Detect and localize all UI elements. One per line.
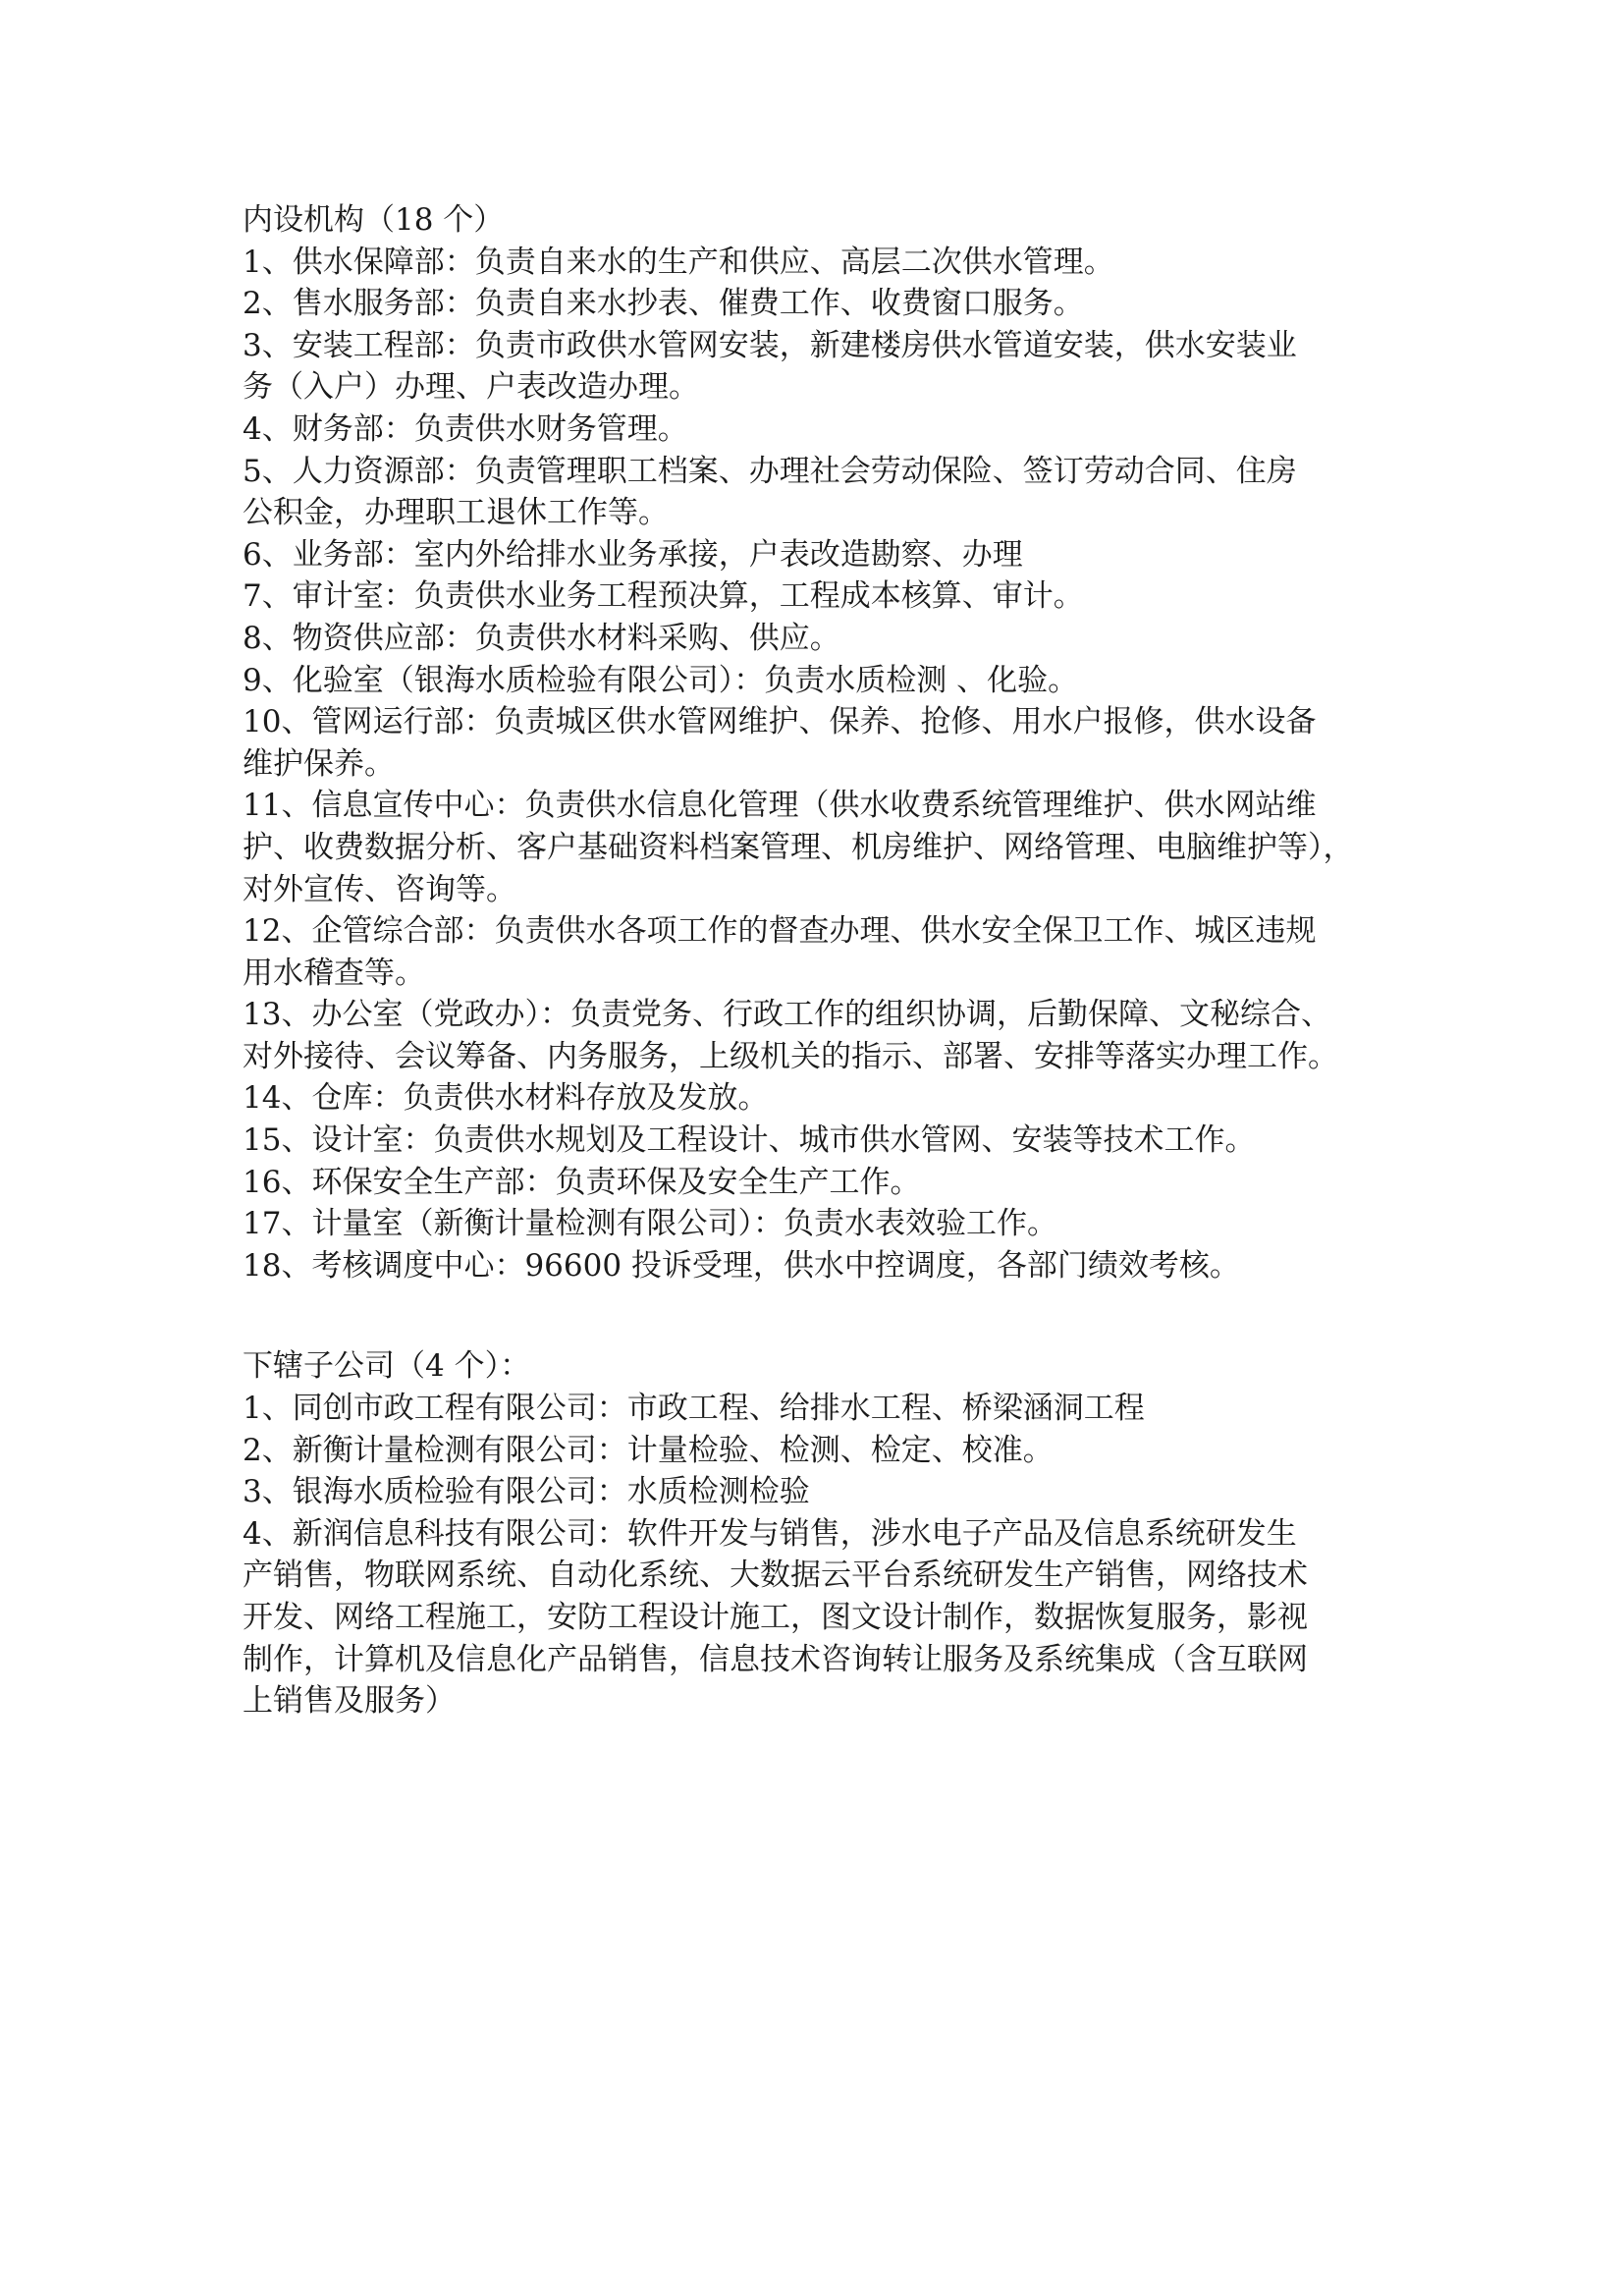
subsidiary-item-line: 开发、网络工程施工，安防工程设计施工，图文设计制作，数据恢复服务，影视 — [243, 1600, 1308, 1635]
department-item — [243, 575, 1381, 618]
subsidiaries-section — [243, 1345, 1381, 1722]
subsidiary-item-line: 2、新衡计量检测有限公司：计量检验、检测、检定、校准。 — [243, 1432, 1054, 1468]
department-item-line: 5、人力资源部：负责管理职工档案、办理社会劳动保险、签订劳动合同、住房 — [243, 453, 1297, 489]
subsidiaries-title: 下辖子公司（4 个）： — [243, 1348, 531, 1385]
department-item — [243, 409, 1381, 451]
department-item — [243, 701, 1381, 785]
department-item — [243, 534, 1381, 576]
department-item-line: 用水稽查等。 — [243, 955, 425, 991]
section-spacer — [243, 1286, 1381, 1345]
department-item-line: 6、业务部：室内外给排水业务承接，户表改造勘察、办理 — [243, 536, 1023, 573]
department-item — [243, 242, 1381, 284]
internal-departments-section — [243, 199, 1381, 1286]
department-item — [243, 785, 1381, 910]
department-item — [243, 618, 1381, 660]
department-item — [243, 451, 1381, 534]
subsidiary-item-line: 上销售及服务） — [243, 1683, 456, 1720]
department-item-line: 公积金，办理职工退休工作等。 — [243, 495, 669, 531]
document-body — [243, 199, 1381, 1722]
department-item-line: 1、供水保障部：负责自来水的生产和供应、高层二次供水管理。 — [243, 244, 1114, 280]
department-item — [243, 1120, 1381, 1162]
subsidiary-item-line: 1、同创市政工程有限公司：市政工程、给排水工程、桥梁涵洞工程 — [243, 1391, 1145, 1427]
department-item-line: 9、化验室（银海水质检验有限公司）：负责水质检测 、化验。 — [243, 662, 1079, 698]
department-item-line: 8、物资供应部：负责供水材料采购、供应。 — [243, 620, 840, 656]
department-item-line: 16、环保安全生产部：负责环保及安全生产工作。 — [243, 1164, 921, 1200]
department-item — [243, 283, 1381, 325]
department-item-line: 14、仓库：负责供水材料存放及发放。 — [243, 1080, 769, 1117]
department-item-line: 15、设计室：负责供水规划及工程设计、城市供水管网、安装等技术工作。 — [243, 1122, 1256, 1159]
department-item — [243, 1203, 1381, 1245]
subsidiary-item-line: 3、银海水质检验有限公司：水质检测检验 — [243, 1474, 810, 1510]
department-item — [243, 1077, 1381, 1120]
department-item — [243, 994, 1381, 1077]
department-item-line: 18、考核调度中心：96600 投诉受理，供水中控调度，各部门绩效考核。 — [243, 1247, 1240, 1284]
department-item — [243, 1162, 1381, 1204]
department-item-line: 护、收费数据分析、客户基础资料档案管理、机房维护、网络管理、电脑维护等）， — [243, 829, 1354, 865]
department-item — [243, 325, 1381, 409]
department-item-line: 12、企管综合部：负责供水各项工作的督查办理、供水安全保卫工作、城区违规 — [243, 913, 1317, 950]
department-item-line: 对外宣传、咨询等。 — [243, 871, 516, 907]
department-item-line: 13、办公室（党政办）：负责党务、行政工作的组织协调，后勤保障、文秘综合、 — [243, 997, 1331, 1033]
department-item-line: 7、审计室：负责供水业务工程预决算，工程成本核算、审计。 — [243, 578, 1084, 615]
department-item-line: 维护保养。 — [243, 745, 395, 782]
subsidiary-item-line: 产销售，物联网系统、自动化系统、大数据云平台系统研发生产销售，网络技术 — [243, 1558, 1308, 1594]
department-item-line: 17、计量室（新衡计量检测有限公司）：负责水表效验工作。 — [243, 1206, 1057, 1242]
department-item-line: 11、信息宣传中心：负责供水信息化管理（供水收费系统管理维护、供水网站维 — [243, 788, 1317, 824]
internal-departments-list — [243, 242, 1381, 1287]
subsidiary-item-line: 制作，计算机及信息化产品销售，信息技术咨询转让服务及系统集成（含互联网 — [243, 1641, 1308, 1677]
internal-departments-title: 内设机构（18 个） — [243, 202, 505, 238]
department-item-line: 对外接待、会议筹备、内务服务，上级机关的指示、部署、安排等落实办理工作。 — [243, 1038, 1338, 1074]
department-item-line: 2、售水服务部：负责自来水抄表、催费工作、收费窗口服务。 — [243, 286, 1084, 322]
subsidiary-item-line: 4、新润信息科技有限公司：软件开发与销售，涉水电子产品及信息系统研发生 — [243, 1515, 1297, 1552]
department-item-line: 3、安装工程部：负责市政供水管网安装，新建楼房供水管道安装，供水安装业 — [243, 327, 1297, 363]
department-item — [243, 910, 1381, 994]
department-item — [243, 660, 1381, 702]
subsidiary-item — [243, 1513, 1381, 1722]
subsidiary-item — [243, 1430, 1381, 1472]
subsidiary-item — [243, 1471, 1381, 1513]
department-item-line: 10、管网运行部：负责城区供水管网维护、保养、抢修、用水户报修，供水设备 — [243, 704, 1317, 740]
subsidiary-item — [243, 1388, 1381, 1430]
department-item-line: 务（入户）办理、户表改造办理。 — [243, 369, 699, 406]
department-item — [243, 1245, 1381, 1287]
subsidiaries-list — [243, 1388, 1381, 1722]
department-item-line: 4、财务部：负责供水财务管理。 — [243, 410, 688, 447]
